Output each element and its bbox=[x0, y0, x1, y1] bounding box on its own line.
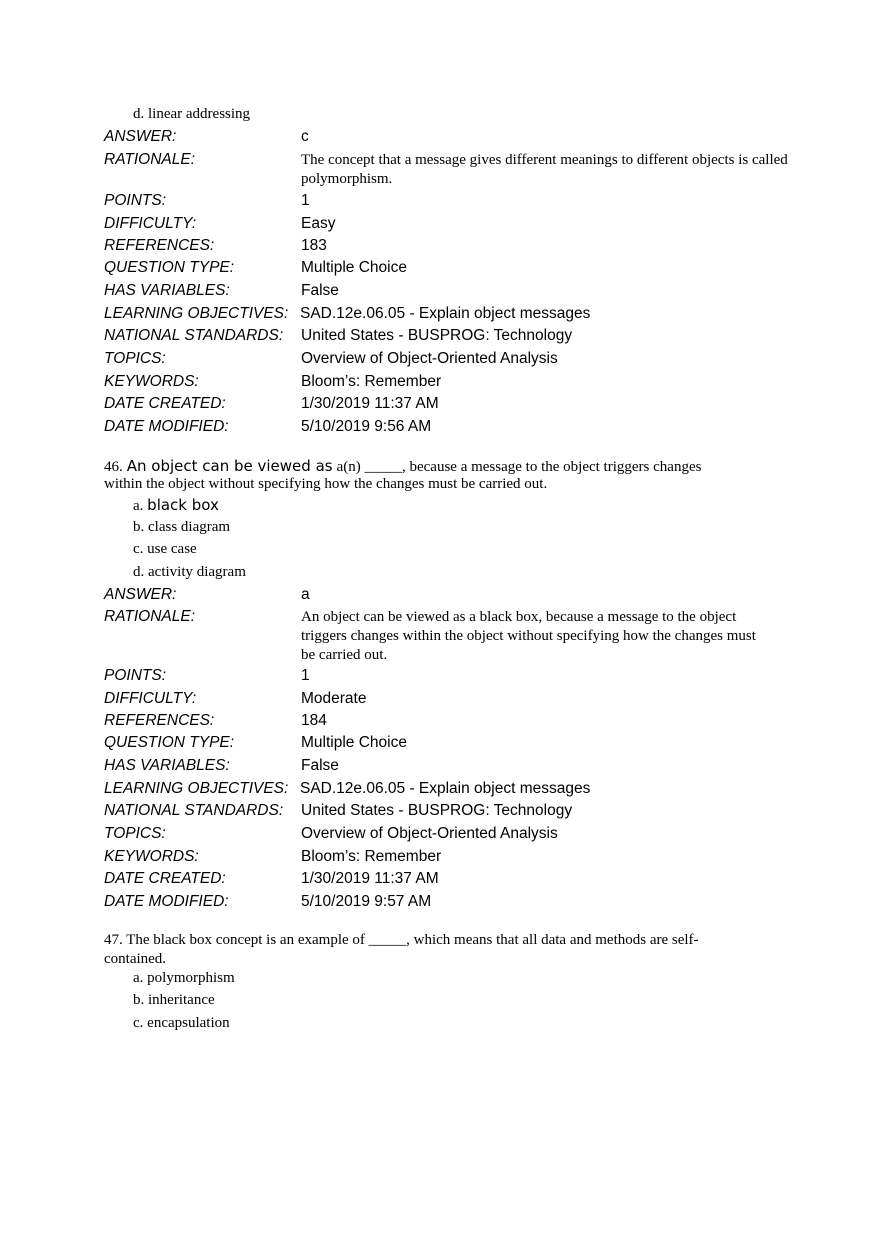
q46-difficulty-value: Moderate bbox=[301, 690, 367, 707]
answer-label: ANSWER: bbox=[104, 128, 177, 145]
topics-label: TOPICS: bbox=[104, 350, 166, 367]
question-46-option-b: b. class diagram bbox=[133, 519, 231, 535]
references-value: 183 bbox=[301, 237, 327, 254]
q46-learning-objectives-label: LEARNING OBJECTIVES: bbox=[104, 780, 289, 797]
q46-answer-label: ANSWER: bbox=[104, 586, 177, 603]
q46-national-standards-label: NATIONAL STANDARDS: bbox=[104, 802, 284, 819]
question-46-option-c: c. use case bbox=[133, 541, 197, 557]
q46-references-value: 184 bbox=[301, 712, 327, 729]
learning-objectives-label: LEARNING OBJECTIVES: bbox=[104, 305, 289, 322]
q46-question-type-label: QUESTION TYPE: bbox=[104, 734, 235, 751]
keywords-label: KEYWORDS: bbox=[104, 373, 199, 390]
q46-date-created-value: 1/30/2019 11:37 AM bbox=[301, 870, 439, 887]
answer-value: c bbox=[301, 128, 309, 145]
question-type-label: QUESTION TYPE: bbox=[104, 259, 235, 276]
rationale-label: RATIONALE: bbox=[104, 151, 196, 168]
q46-difficulty-label: DIFFICULTY: bbox=[104, 690, 197, 707]
option-d: d. linear addressing bbox=[133, 106, 251, 122]
q46-answer-value: a bbox=[301, 586, 310, 603]
question-47-option-b: b. inheritance bbox=[133, 992, 215, 1008]
date-modified-value: 5/10/2019 9:56 AM bbox=[301, 418, 432, 435]
q46-question-type-value: Multiple Choice bbox=[301, 734, 407, 751]
q46-points-value: 1 bbox=[301, 667, 310, 684]
question-47-option-a: a. polymorphism bbox=[133, 970, 235, 986]
option-a-letter: a. bbox=[133, 498, 148, 514]
question-46-option-a bbox=[133, 496, 219, 515]
option-a-text: black box bbox=[147, 496, 219, 514]
question-47-stem-text: The black box concept is an example of _____, which means that all data and methods are self-contained. bbox=[104, 932, 699, 967]
question-47-number: 47. bbox=[104, 932, 123, 948]
q46-rationale-label: RATIONALE: bbox=[104, 608, 196, 625]
q46-keywords-value: Bloom’s: Remember bbox=[301, 848, 442, 865]
q46-date-created-label: DATE CREATED: bbox=[104, 870, 226, 887]
question-46-stem-part2: a(n) _____, because a message to the object triggers changes bbox=[336, 459, 702, 475]
q46-has-variables-value: False bbox=[301, 757, 339, 774]
q46-rationale-value: An object can be viewed as a black box, because a message to the object triggers changes within the object without specifying how the changes must be carried out. bbox=[301, 609, 756, 663]
q46-has-variables-label: HAS VARIABLES: bbox=[104, 757, 230, 774]
national-standards-label: NATIONAL STANDARDS: bbox=[104, 327, 284, 344]
difficulty-label: DIFFICULTY: bbox=[104, 215, 197, 232]
topics-value: Overview of Object-Oriented Analysis bbox=[301, 350, 558, 367]
points-label: POINTS: bbox=[104, 192, 167, 209]
learning-objectives-value: SAD.12e.06.05 - Explain object messages bbox=[300, 305, 591, 322]
question-47-option-c: c. encapsulation bbox=[133, 1015, 230, 1031]
q46-national-standards-value: United States - BUSPROG: Technology bbox=[301, 802, 573, 819]
references-label: REFERENCES: bbox=[104, 237, 215, 254]
rationale-value: The concept that a message gives different meanings to different objects is called polymorphism. bbox=[301, 152, 788, 187]
question-type-value: Multiple Choice bbox=[301, 259, 407, 276]
q46-topics-label: TOPICS: bbox=[104, 825, 166, 842]
question-46-option-d: d. activity diagram bbox=[133, 564, 246, 580]
question-46-stem-part1: An object can be viewed as bbox=[126, 457, 333, 475]
national-standards-value: United States - BUSPROG: Technology bbox=[301, 327, 573, 344]
q46-learning-objectives-value: SAD.12e.06.05 - Explain object messages bbox=[300, 780, 591, 797]
date-created-label: DATE CREATED: bbox=[104, 395, 226, 412]
date-created-value: 1/30/2019 11:37 AM bbox=[301, 395, 439, 412]
keywords-value: Bloom’s: Remember bbox=[301, 373, 442, 390]
date-modified-label: DATE MODIFIED: bbox=[104, 418, 229, 435]
question-47-stem bbox=[104, 931, 744, 969]
has-variables-value: False bbox=[301, 282, 339, 299]
question-46-stem-line2: within the object without specifying how the changes must be carried out. bbox=[104, 476, 548, 492]
q46-topics-value: Overview of Object-Oriented Analysis bbox=[301, 825, 558, 842]
q46-date-modified-label: DATE MODIFIED: bbox=[104, 893, 229, 910]
q46-references-label: REFERENCES: bbox=[104, 712, 215, 729]
difficulty-value: Easy bbox=[301, 215, 336, 232]
has-variables-label: HAS VARIABLES: bbox=[104, 282, 230, 299]
question-46-stem-line1 bbox=[104, 457, 701, 476]
q46-points-label: POINTS: bbox=[104, 667, 167, 684]
q46-date-modified-value: 5/10/2019 9:57 AM bbox=[301, 893, 432, 910]
question-46-number: 46. bbox=[104, 459, 123, 475]
points-value: 1 bbox=[301, 192, 310, 209]
q46-keywords-label: KEYWORDS: bbox=[104, 848, 199, 865]
